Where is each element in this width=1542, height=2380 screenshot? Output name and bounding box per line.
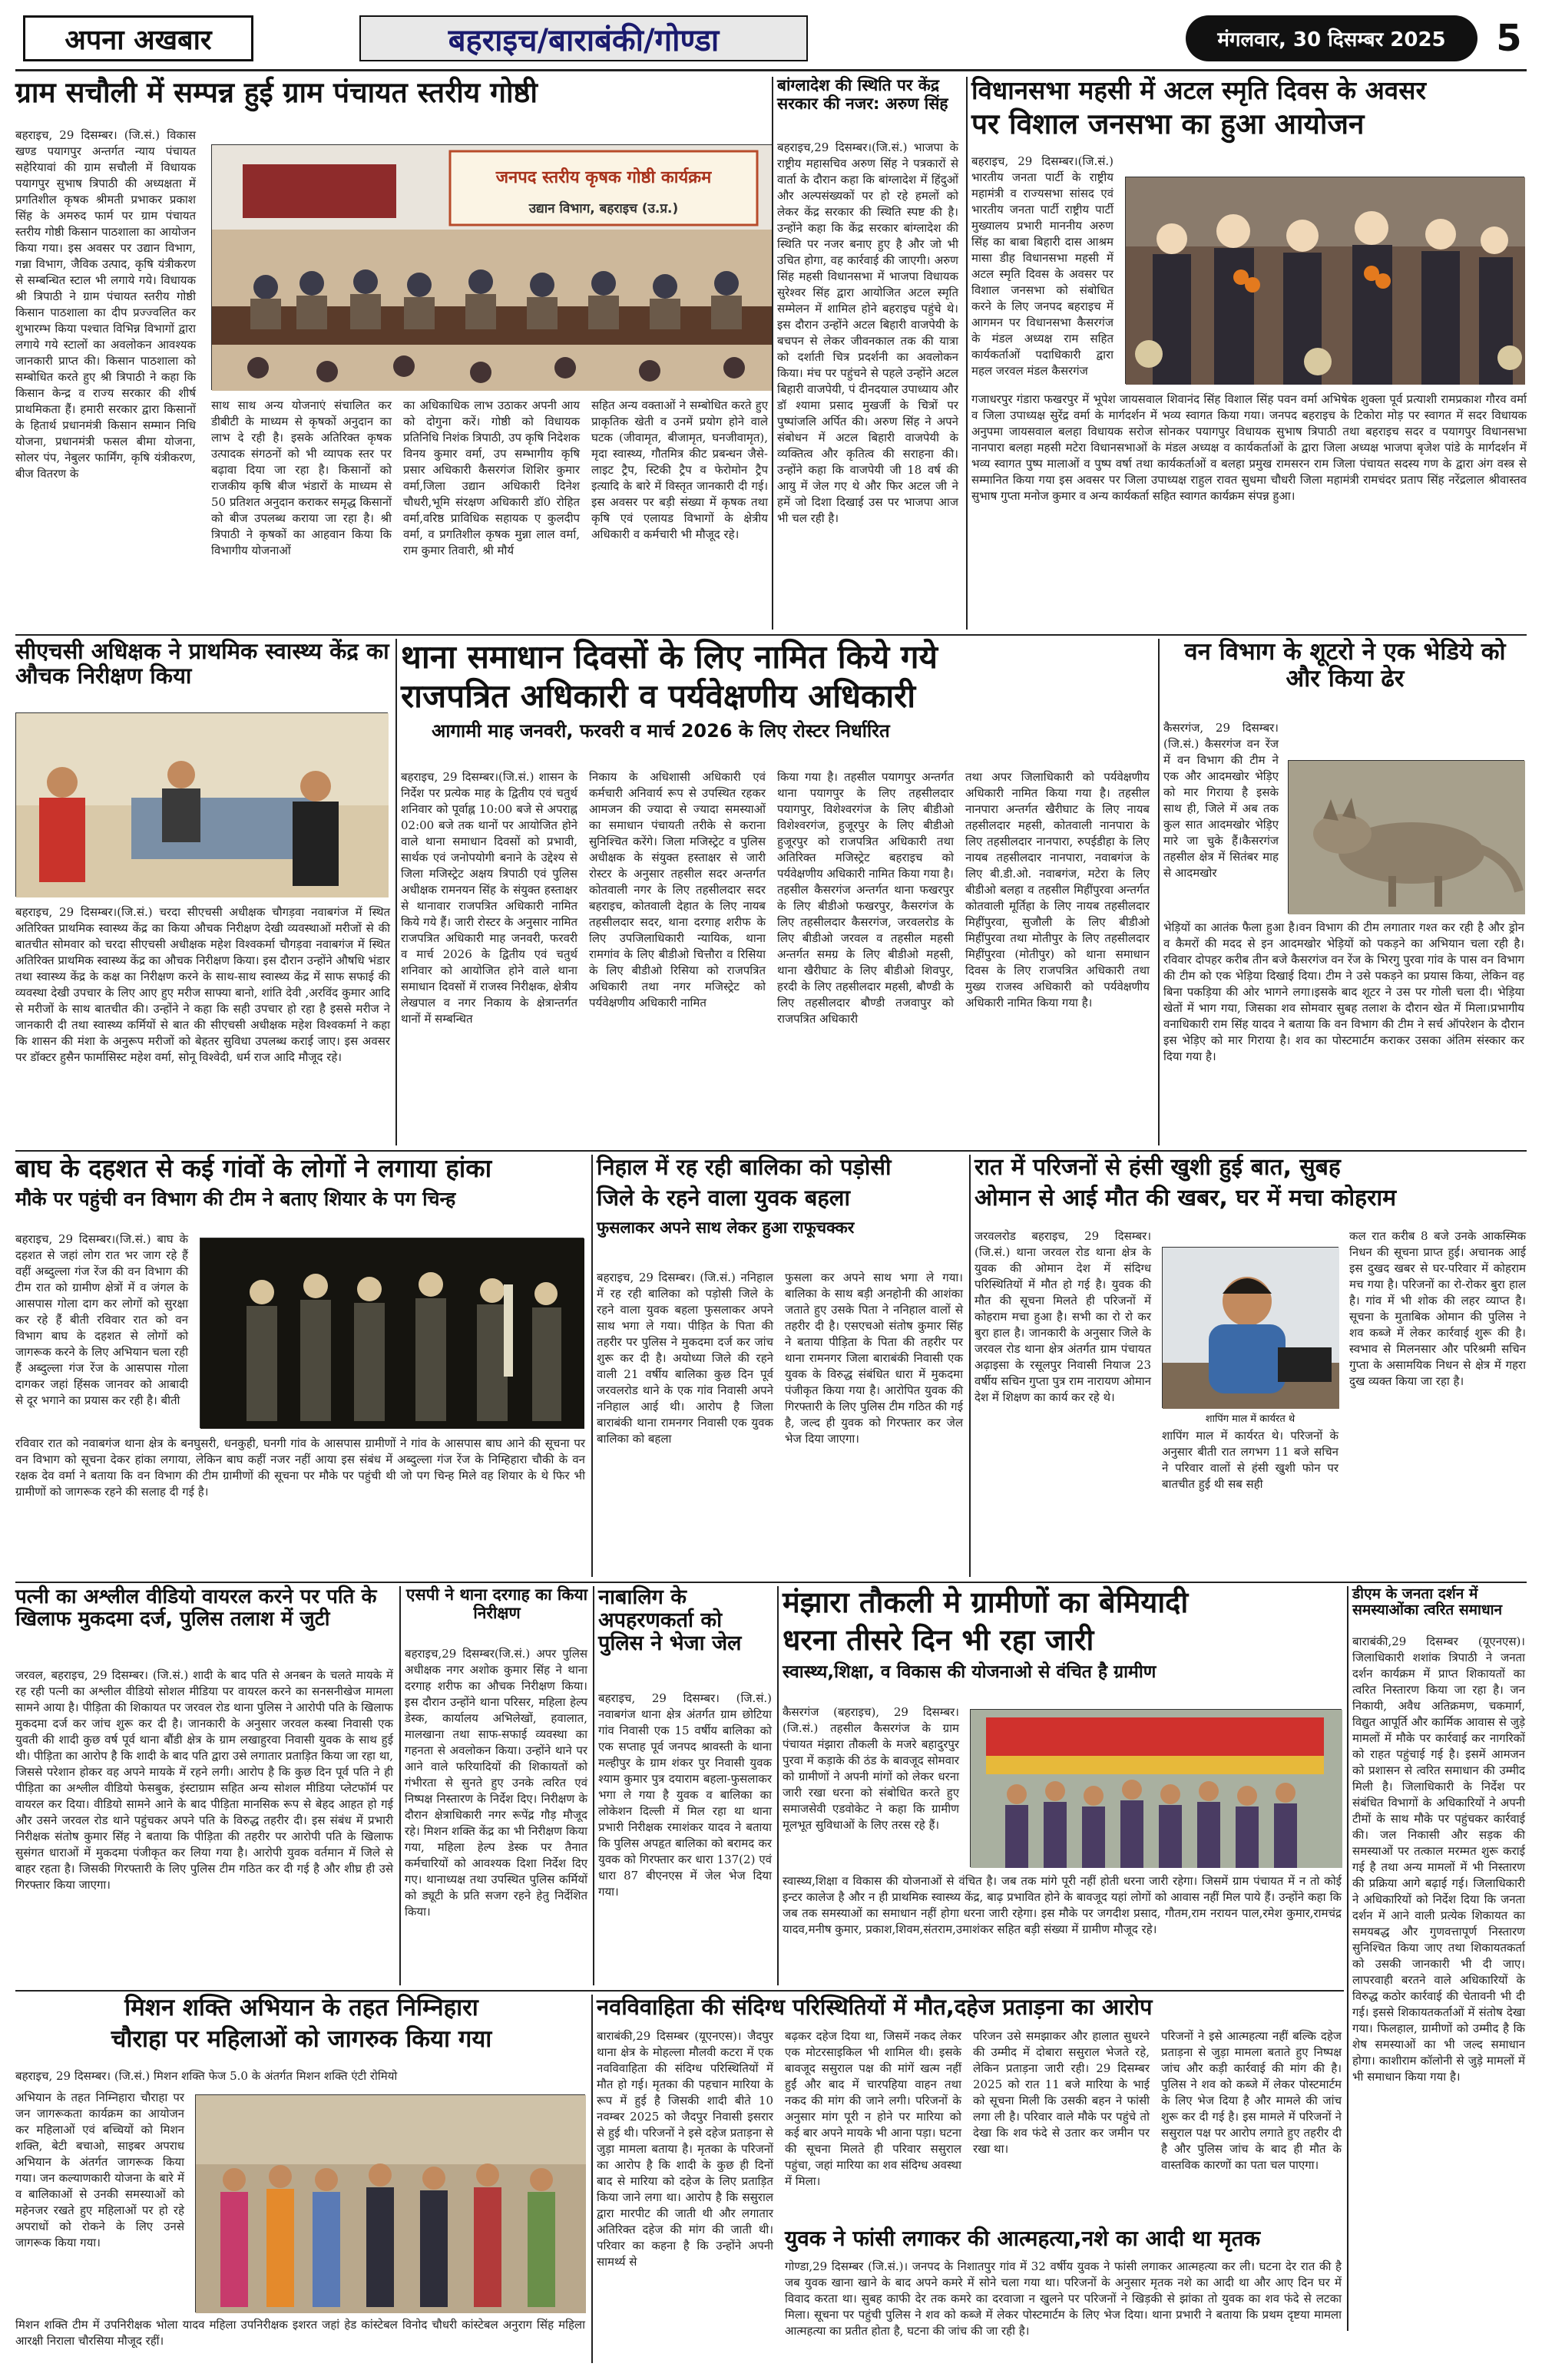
article-bangladesh [777,77,961,630]
subheadline: आगामी माह जनवरी, फरवरी व मार्च 2026 के लिए रोस्टर निर्धारित [432,720,890,742]
article-tiger-panic [15,1155,587,1577]
headline: पत्नी का अश्लील वीडियो वायरल करने पर पति के खिलाफ मुकदमा दर्ज, पुलिस तलाश में जुटी [15,1585,377,1631]
victim-photo-svg [1163,1248,1339,1409]
headline-line-1: रात में परिजनों से हंसी खुशी हुई बात, सुबह [975,1154,1341,1181]
body-col-2: मिशन शक्ति टीम में उपनिरीक्षक भोला यादव महिला उपनिरीक्षक इशरत जहां हेड कांस्टेबल विनोद चौधरी कांस्टेबल अनुराग सिंह महिला आरक्षी निराला चौरसिया मौजूद रहीं। [15,2318,585,2348]
divider [15,1990,1344,1992]
wolf-photo-svg [1289,761,1525,914]
headline: एसपी ने थाना दरगाह का किया निरीक्षण [405,1585,588,1622]
article-obscene-video [15,1586,395,1985]
body: बहराइच,29 दिसम्बर।(जि.सं.) भाजपा के राष्ट्रीय महासचिव अरुण सिंह ने पत्रकारों से वार्ता के दौरान कहा कि बांग्लादेश में हिंदुओं और अल्पसंख्यकों पर हो रहे हमलों को लेकर केंद्र सरकार की स्थिति स्पष्ट की है। उन्होंने कहा कि केंद्र सरकार बांग्लादेश की स्थिति पर नजर बनाए हुए है और जो भी उचित होगा, वह कार्रवाई की जाएगी। अरुण सिंह महसी विधानसभा में भाजपा विधायक सुरेश्वर सिंह द्वारा आयोजित अटल स्मृति सम्मेलन में शामिल होने बहराइच पहुंचे थे। इस दौरान उन्होंने अटल बिहारी वाजपेयी के बचपन से लेकर जीवनकाल तक की यात्रा को दर्शाती चित्र प्रदर्शनी का अवलोकन किया। मंच पर पहुंचने से पहले उन्होंने अटल बिहारी वाजपेयी, पं दीनदयाल उपाध्याय और डॉ श्यामा प्रसाद मुखर्जी के चित्रों पर पुष्पांजलि अर्पित की। अरुण सिंह ने अपने संबोधन में अटल बिहारी वाजपेयी के व्यक्तित्व और कृतित्व की सराहना की। उन्होंने कहा कि वाजपेयी जी 18 वर्ष की आयु में जेल गए थे और फिर अटल जी ने हमें जो दिशा दिखाई उस पर भाजपा आज भी चल रही है। [777,140,958,525]
body-col-1: बहराइच, 29 दिसम्बर।(जि.सं.) शासन के निर्देश पर प्रत्येक माह के द्वितीय एवं चतुर्थ शनिवार को पूर्वाह्न 10:00 बजे से अपराह्न 02:00 बजे तक थानों पर आयोजित होने वाले थाना समाधान दिवसों को प्रभावी, सार्थक एवं जनोपयोगी बनाने के उद्देश्य से जिला मजिस्ट्रेट अक्षय त्रिपाठी एवं पुलिस अधीक्षक रामनयन सिंह के संयुक्त हस्ताक्षर से थानावार राजपत्रित अधिकारी नामित किये गये हैं। जारी रोस्टर के अनुसार नामित राजपत्रित अधिकारी माह जनवरी, फरवरी व मार्च 2026 के द्वितीय एवं चतुर्थ शनिवार को आयोजित होने वाले थाना समाधान दिवसों में राजस्व निरीक्षक, क्षेत्रीय लेखपाल व नगर निकाय के क्षेत्रान्तर्गत थानों में सम्बन्धित [401,770,577,1026]
body-col-3: परिजन उसे समझाकर और हालात सुधरने की उम्मीद में दोबारा ससुराल भेजते रहे, लेकिन प्रताड़ना जारी रही। 29 दिसम्बर 2025 को रात 11 बजे मारिया के भाई को सूचना मिली कि उसकी बहन ने फांसी लगा ली है। परिवार वाले मौके पर पहुंचे तो देखा कि शव फंदे से उतार कर जमीन पर रखा था। [973,2029,1150,2156]
masthead-rule [15,69,1527,71]
brand-box [23,15,253,61]
headline-line-2: चौराहा पर महिलाओं को जागरुक किया गया [111,2025,492,2053]
headline-line-1: विधानसभा महसी में अटल स्मृति दिवस के अवसर [971,75,1426,105]
article-oman-death [975,1155,1527,1577]
photo-dharna [970,1709,1342,1867]
article-gram-sachauli [15,77,768,630]
headline: बांग्लादेश की स्थिति पर केंद्र सरकार की नजर: अरुण सिंह [777,76,948,113]
page-number: 5 [1496,17,1522,60]
body-col-1: बहराइच, 29 दिसम्बर।(जि.सं.) बाघ के दहशत से जहां लोग रात भर जाग रहे हैं वहीं अब्दुल्ला गंज रेंज की वन विभाग की टीम रात को ग्रामीण क्षेत्रों में व जंगल के आसपास गोला दाग कर लोगों को सुरक्षा कर रहे हैं बीती रविवार रात को वन विभाग बाघ के दहशत से लोगों को जागरूक करने के लिए अभियान चला रही हैं अब्दुल्ला गंज रेंज के आसपास गोला दागकर जहां हिंसक जानवर को आबादी से दूर भगाने का प्रयास कर रही है। बीती [15,1232,188,1407]
article-mission-shakti [15,1995,587,2363]
headline-line-2: धरना तीसरे दिन भी रहा जारी [783,1622,1094,1657]
banner-title: जनपद स्तरीय कृषक गोष्ठी कार्यक्रम [495,168,712,187]
photo-women-awareness [195,2094,585,2312]
divider [1347,1586,1348,2331]
headline: युवक ने फांसी लगाकर की आत्महत्या,नशे का आदी था मृतक [785,2226,1261,2251]
body-col-3: का अधिकाधिक लाभ उठाकर अपनी आय को दोगुना करें। गोष्ठी को विधायक प्रतिनिधि निशंक त्रिपाठी, उप कृषि निदेशक विनय कुमार वर्मा, उप सम्भागीय कृषि प्रसार अधिकारी कैसरगंज शिशिर कुमार वर्मा,जिला उद्यान अधिकारी दिनेश चौधरी,भूमि संरक्षण अधिकारी डॉ0 रोहित वर्मा,वरिष्ठ प्राविधिक सहायक ए कुलदीप वर्मा, व प्रगतिशील कृषक मुन्ना लाल वर्मा, राम कुमार तिवारी, श्री मौर्य [403,398,580,557]
subheadline: फुसलाकर अपने साथ लेकर हुआ राफूचक्कर [597,1218,855,1237]
headline: नाबालिग के अपहरणकर्ता को पुलिस ने भेजा जेल [598,1585,742,1656]
rally-photo-svg [1126,177,1525,385]
date-box [1186,15,1477,61]
divider [969,1155,971,1577]
article-kidnapper-jailed [598,1586,773,1985]
body-col-4: तथा अपर जिलाधिकारी को पर्यवेक्षणीय अधिकारी नामित किया गया है। तहसील नानपारा अन्तर्गत खैरीघाट के लिए नायब तहसीलदार महसी, कोतवाली नानपारा के लिए तहसीलदार नानपारा, रुपईडीहा के लिए नायब तहसीलदार नानपारा, नवाबगंज के लिए बी.डी.ओ. नवाबगंज, मटेरा के लिए बीडीओ बलहा व तहसील मिहींपुरवा अन्तर्गत कोतवाली मूर्तिहा के लिए नायब तहसीलदार मिहींपुरवा, सुजौली के लिए बीडीओ मिहींपुरवा तथा मोतीपुर के लिए तहसीलदार मिहींपुरवा (मोतीपुर) को थाना समाधान दिवस के लिए राजपत्रित अधिकारी तथा मुख्य राजस्व अधिकारी को पर्यवेक्षणीय अधिकारी नामित किया गया है। [965,770,1150,1010]
body: बाराबंकी,29 दिसम्बर (यूएनएस)। जिलाधिकारी शशांक त्रिपाठी ने जनता दर्शन कार्यक्रम में प्राप्त शिकायतों का त्वरित निस्तारण किया जा रहा है। जन निकायी, अवैध अतिक्रमण, चकमार्ग, विद्युत आपूर्ति और कार्मिक आवास से जुड़े मामलों में मौके पर कार्रवाई कर नागरिकों को राहत पहुंचाई गई है। इसमें आमजन को प्रशासन से त्वरित समाधान की उम्मीद मिली है। जिलाधिकारी के निर्देश पर संबंधित विभागों के अधिकारियों ने अपनी टीमों के साथ मौके पर पहुंचकर कार्रवाई की। जल निकासी और सड़क की समस्याओं पर तत्काल मरम्मत शुरू कराई गई है तथा अन्य मामलों में भी निस्तारण की प्रक्रिया आगे बढ़ाई गई। जिलाधिकारी ने अधिकारियों को निर्देश दिया कि जनता दर्शन में आने वाली प्रत्येक शिकायत का समयबद्ध और गुणवत्तापूर्ण निस्तारण सुनिश्चित किया जाए तथा शिकायतकर्ता को उसकी जानकारी भी दी जाए। लापरवाही बरतने वाले अधिकारियों के विरुद्ध कठोर कार्रवाई की चेतावनी भी दी गई। इससे शिकायतकर्ताओं में संतोष देखा गया। फिलहाल, ग्रामीणों को उम्मीद है कि शेष समस्याओं का भी जल्द समाधान होगा। काशीराम कॉलोनी से जुड़े मामलों में भी समाधान किया गया है। [1352,1635,1525,2084]
photo-chc-office [15,712,388,897]
divider [1158,639,1160,1145]
body: जरवल, बहराइच, 29 दिसम्बर। (जि.सं.) शादी के बाद पति से अनबन के चलते मायके में रह रही पत्नी का अश्लील वीडियो सोशल मीडिया पर वायरल करने का सनसनीखेज मामला सामने आया है। पीड़िता की शिकायत पर जरवल रोड थाना पुलिस ने आरोपी पति के खिलाफ मुकदमा दर्ज कर जांच शुरू कर दी है। जानकारी के अनुसार जरवल कस्बा निवासी एक युवती की शादी कुछ वर्ष पूर्व थाना बौंडी क्षेत्र के ग्राम लखाहुरवा निवासी युवक के साथ हुई थी। पीड़िता का आरोप है कि शादी के बाद पति द्वारा उसे लगातार प्रताड़ित किया जा रहा था, जिससे परेशान होकर वह अपने मायके में रहने लगी। आरोप है कि कुछ दिन पूर्व पति ने ही पीड़िता का अश्लील वीडियो फेसबुक, इंस्टाग्राम सहित अन्य सोशल मीडिया प्लेटफॉर्म पर वायरल कर दिया। वीडियो सामने आने के बाद पीड़िता मानसिक रूप से बेहद आहत हो गई और उसने जरवल रोड थाने पहुंचकर अपने पति के विरुद्ध तहरीर दी। इस संबंध में प्रभारी निरीक्षक संतोष कुमार सिंह ने बताया कि पीड़िता की तहरीर पर आरोपी पति के खिलाफ सुसंगत धाराओं में मुकदमा पंजीकृत कर लिया गया है। आरोपी युवक वर्तमान में जिले से बाहर रहता है। जिसकी गिरफ्तारी के लिए पुलिस टीम गठित कर दी गई है और शीघ्र ही उसे गिरफ्तार किया जाएगा। [15,1668,393,1892]
divider [777,1586,779,1985]
photo-farmers-meeting [211,144,772,390]
article-chc-inspection [15,639,392,1145]
headline-line-1: थाना समाधान दिवसों के लिए नामित किये गये [401,638,938,676]
article-dm-janta-darshan [1352,1586,1527,2331]
headline-line-1: मिशन शक्ति अभियान के तहत निम्निहारा [124,1994,478,2021]
body-col-4: परिजनों ने इसे आत्महत्या नहीं बल्कि दहेज प्रताड़ना से जुड़ा मामला बताते हुए निष्पक्ष जांच और कड़ी कार्रवाई की मांग की है। पुलिस ने शव को कब्जे में लेकर पोस्टमार्टम के लिए भेज दिया है और मामले की जांच शुरू कर दी गई है। इस मामले में परिजनों ने ससुराल पक्ष पर आरोप लगाते हुए तहरीर दी है और पुलिस जांच के बाद ही मौत के वास्तविक कारणों का पता चल पाएगा। [1161,2029,1342,2172]
headline: डीएम के जनता दर्शन में समस्याओंका त्वरित समाधान [1352,1585,1503,1619]
body: स्वास्थ्य,शिक्षा व विकास की योजनाओं से वंचित है। जब तक मांगे पूरी नहीं होती धरना जारी रहेगा। जिसमें ग्राम पंचायत में न तो कोई इन्टर कालेज है और न ही प्राथमिक स्वास्थ्य केंद्र, बाढ़ प्रभावित होने के बावजूद यहां लोगों को आवास नहीं मिल पाये हैं। उन्होंने कहा कि जब तक समस्याओं का समाधान नहीं होगा धरना जारी रहेगा। इस मौके पर जगदीश प्रसाद, गौतम,राम नरायन पाल,रमेश कुमार,रामचंद्र यादव,मनीष कुमार, प्रकाश,शिवम,संतराम,उमाशंकर सहित बड़ी संख्या में ग्रामीण मौजूद रहे। [783,1874,1342,1936]
divider [15,634,1527,636]
headline-line-2: पर विशाल जनसभा का हुआ आयोजन [971,107,1365,140]
photo-rally-welcome [1125,177,1524,384]
body-col-2: साथ साथ अन्य योजनाएं संचालित कर डीबीटी के माध्यम से कृषकों अनुदान का लाभ दे रही है। इसके अतिरिक्त कृषक उत्पादक संगठनों को भी व्यापक स्तर पर बढ़ावा दिया जा रहा है। किसानों को राजकीय कृषि बीज भंडारों के माध्यम से 50 प्रतिशत अनुदान कराकर समृद्ध किसानों को बीज उपलब्ध कराया जा रहा है। श्री त्रिपाठी ने कृषकों का आहवान किया कि विभागीय योजनाओं [211,398,392,557]
body: बहराइच,29 दिसम्बर(जि.सं.) अपर पुलिस अधीक्षक नगर अशोक कुमार सिंह ने थाना दरगाह शरीफ का औचक निरीक्षण किया। इस दौरान उन्होंने थाना परिसर, महिला हेल्प डेस्क, कार्यालय अभिलेखों, हवालात, मालखाना तथा साफ-सफाई व्यवस्था का गहनता से अवलोकन किया। उन्होंने थाने पर आने वाले फरियादियों की शिकायतों को गंभीरता से सुनते हुए उनके त्वरित एवं निष्पक्ष निस्तारण के निर्देश दिए। निरीक्षण के दौरान क्षेत्राधिकारी नगर रूपेंद्र गौड़ मौजूद रहे। मिशन शक्ति केंद्र का भी निरीक्षण किया गया, महिला हेल्प डेस्क पर तैनात कर्मचारियों को आवश्यक दिशा निर्देश दिए गए। थानाध्यक्ष तथा उपस्थित पुलिस कर्मियों को ड्यूटी के प्रति सजग रहने हेतु निर्देशित किया। [405,1647,587,1919]
issue-date: मंगलवार, 30 दिसम्बर 2025 [1217,28,1446,51]
headline-line-2: ओमान से आई मौत की खबर, घर में मचा कोहराम [975,1184,1397,1211]
lead: बहराइच, 29 दिसम्बर। (जि.सं.) मिशन शक्ति फेज 5.0 के अंतर्गत मिशन शक्ति एंटी रोमियो [15,2069,398,2083]
divider [15,1150,1527,1152]
divider [399,1586,401,1985]
headline: बाघ के दहशत से कई गांवों के लोगों ने लगाया हांका [15,1153,492,1183]
article-wolf-shot [1163,639,1527,1145]
headline: वन विभाग के शूटरो ने एक भेडिये को और किया ढेर [1184,638,1506,693]
article-girl-abducted [597,1155,965,1577]
headline-line-2: जिले के रहने वाला युवक बहला [597,1185,850,1211]
body-col-1: बहराइच, 29 दिसम्बर। (जि.सं.) ननिहाल में रह रही बालिका को पड़ोसी जिले के रहने वाला युवक बहला फुसलाकर अपने साथ भगा ले गया। पीड़ित के पिता की तहरीर पर पुलिस ने मुकदमा दर्ज कर जांच शुरू कर दी है। अयोध्या जिले की रहने वाली 21 वर्षीय बालिका कुछ दिन पूर्व जरवलरोड थाने के एक गांव निवासी अपने ननिहाल आई थी। आरोप है जिला बाराबंकी थाना रामनगर निवासी एक युवक बालिका को बहला [597,1271,773,1446]
divider [395,639,397,1145]
body-col-3: किया गया है। तहसील पयागपुर अन्तर्गत थाना पयागपुर के लिए तहसीलदार पयागपुर, विशेश्वरगंज के लिए बीडीओ विशेश्वरगंज, हुजूरपुर के लिए बीडीओ हुजूरपुर को राजपत्रित अधिकारी तथा अतिरिक्त मजिस्ट्रेट बहराइच को पर्यवेक्षणीय अधिकारी नामित किया गया है। तहसील कैसरगंज अन्तर्गत थाना फखरपुर के लिए बीडीओ फखरपुर, कैसरगंज के लिए तहसीलदार कैसरगंज, जरवलरोड के लिए बीडीओ जरवल व तहसील महसी अन्तर्गत समग्र के लिए बीडीओ महसी, थाना खैरीघाट के लिए बीडीओ शिवपुर, हरदी के लिए तहसीलदार महसी, बौण्डी के लिए तहसीलदार बौण्डी तजवापुर को राजपत्रित अधिकारी [777,770,954,1026]
article-sp-inspection [405,1586,589,1985]
article-thana-samadhan [401,639,1153,1145]
body-col-1: बहराइच, 29 दिसम्बर।(जि.सं.) भारतीय जनता पार्टी के राष्ट्रीय महामंत्री व राज्यसभा सांसद एवं भारतीय जनता पार्टी राष्ट्रीय पार्टी मुख्यालय प्रभारी माननीय अरुण सिंह का बाबा बिहारी दास आश्रम मासा डीह विधानसभा महसी में अटल स्मृति दिवस के अवसर पर विशाल जनसभा को संबोधित करने के लिए जनपद बहराइच में आगमन पर विधानसभा कैसरगंज के मंडल अध्यक्ष राम सहित कार्यकर्ताओं पदाधिकारी द्वारा महल जरवल मंडल कैसरगंज [971,154,1113,378]
body: बहराइच, 29 दिसम्बर। (जि.सं.) नवाबगंज थाना क्षेत्र अंतर्गत ग्राम छोटिया गांव निवासी एक 15 वर्षीय बालिका को एक सप्ताह पूर्व जनपद श्रावस्ती के थाना मल्हीपुर के ग्राम शंकर पुर निवासी युवक श्याम कुमार पुत्र दयाराम बहला-फुसलाकर भगा ले गया है युवक व बालिका का लोकेशन दिल्ली में मिल रहा था थाना प्रभारी निरीक्षक रमाशंकर यादव ने बताया कि पुलिस अपहृत बालिका को बरामद कर युवक को गिरफ्तार कर धारा 137(2) एवं धारा 87 बीएनएस में जेल भेज दिया गया। [598,1691,772,1899]
headline-line-1: मंझारा तौकली मे ग्रामीणों का बेमियादी [783,1585,1189,1619]
headline: नवविवाहिता की संदिग्ध परिस्थितियों में मौत,दहेज प्रताड़ना का आरोप [597,1994,1153,2020]
headline-line-1: निहाल में रह रही बालिका को पड़ोसी [597,1154,892,1180]
women-photo-svg [196,2095,586,2313]
body: गोण्डा,29 दिसम्बर (जि.सं.)। जनपद के निशातपुर गांव में 32 वर्षीय युवक ने फांसी लगाकर आत्महत्या कर ली। घटना देर रात की है जब युवक खाना खाने के बाद अपने कमरे में सोने चला गया था। परिजनों के अनुसार मृतक नशे का आदी था और आए दिन घर में विवाद करता था। सुबह काफी देर तक कमरे का दरवाजा न खुलने पर परिजनों ने खिड़की से झांका तो युवक का शव फंदे से लटका मिला। सूचना पर पहुंची पुलिस ने शव को कब्जे में लेकर पोस्टमार्टम के लिए भेज दिया। थाना प्रभारी ने बताया कि प्रथम दृष्टया मामला आत्महत्या का प्रतीत होता है, घटना की जांच की जा रही है। [785,2259,1342,2338]
headline: ग्राम सचौली में सम्पन्न हुई ग्राम पंचायत स्तरीय गोष्ठी [15,76,538,109]
dharna-photo-svg [971,1710,1342,1868]
photo-dead-wolf [1288,760,1524,914]
divider [772,77,773,630]
body-col-1: कैसरगंज, 29 दिसम्बर।(जि.सं.) कैसरगंज वन रेंज में वन विभाग की टीम ने एक और आदमखोर भेड़िए को मार गिराया है इसके साथ ही, जिले में अब तक कुल सात आदमखोर भेड़िए मारे जा चुके हैं।कैसरगंज तहसील क्षेत्र में सितंबर माह से आदमखोर [1163,721,1279,880]
body-col-1: बाराबंकी,29 दिसम्बर (यूएनएस)। जैदपुर थाना क्षेत्र के मोहल्ला मौलवी कटरा में एक नवविवाहिता की संदिग्ध परिस्थितियों में मौत हो गई। मृतका की पहचान मारिया के रूप में हुई है जिसकी शादी बीते 10 नवम्बर 2025 को जैदपुर निवासी इसरार से हुई थी। परिजनों ने इसे दहेज प्रताड़ना से जुड़ा मामला बताया है। मृतका के परिजनों का आरोप है कि शादी के कुछ ही दिनों बाद से मारिया को दहेज के लिए प्रताड़ित किया जाने लगा था। आरोप है कि ससुराल द्वारा मारपीट की जाती थी और लगातार अतिरिक्त दहेज की मांग की जाती थी। परिवार का कहना है कि उन्होंने अपनी सामर्थ्य से [597,2029,773,2269]
subheadline: स्वास्थ्य,शिक्षा, व विकास की योजनाओ से वंचित है ग्रामीण [783,1662,1156,1683]
body-col-2: गजाधरपुर गंडारा फखरपुर में भूपेश जायसवाल शिवानंद सिंह विशाल सिंह पवन वर्मा अभिषेक शुक्ला पूर्व प्रत्याशी रामप्रकाश गौरव वर्मा व जिला उपाध्यक्ष सुरेंद्र वर्मा के मार्गदर्शन में भव्य स्वागत किया गया। जनपद बहराइच के टिकोरा मोड़ पर स्वागत में सदर विधायक अनुपमा जायसवाल बलहा विधायक सरोज सोनकर पयागपुर विधायक सुभाष त्रिपाठी तथा बहराइच सदर व पयागपुर विधानसभा नानपारा बलहा महसी मटेरा विधानसभाओं के मंडल अध्यक्ष व कार्यकर्ताओं के द्वारा जिला अध्यक्ष भाजपा बृजेश पांडे के मार्गदर्शन में भव्य स्वागत पुष्प मालाओं व पुष्प वर्षा तथा कार्यकर्ताओं व बलहा प्रमुख रामसरन राम जिला पंचायत सदस्य गण के द्वारा अंग वस्त्र से सम्मानित किया गया इस अवसर पर जिला उपाध्यक्ष राहुल रावत सुधमा चौधरी जिला महामंत्री रामचंदर प्रताप सिंह नरेंद्रलाल श्रीवास्तव सुभाष गुप्ता मनोज कुमार व अन्य कार्यकर्ता सहित स्वागत कार्यक्रम संपन्न हुआ। [971,392,1527,503]
article-atal-smriti [971,77,1527,630]
body-col-2: बढ़कर दहेज दिया था, जिसमें नकद लेकर एक मोटरसाइकिल भी शामिल थी। इसके बावजूद ससुराल पक्ष की मांगें खत्म नहीं हुईं और बाद में चारपहिया वाहन तथा नकद की मांग की जाने लगी। परिजनों के अनुसार मांग पूरी न होने पर मारिया को कई बार अपने मायके भी आना पड़ा। घटना की सूचना मिलते ही परिवार ससुराल पहुंचा, जहां मारिया का शव संदिग्ध अवस्था में मिला। [785,2029,961,2188]
photo-caption: शापिंग माल में कार्यरत थे [1205,1413,1295,1425]
body-col-2: रविवार रात को नवाबगंज थाना क्षेत्र के बनघुसरी, धनकुही, घनगी गांव के आसपास ग्रामीणों ने गांव के आसपास बाघ आने की सूचना पर वन विभाग को सूचना देकर हांका लगाया, लेकिन बाघ कहीं नजर नहीं आया इस संबंध में अब्दुल्ला गंज रेंज के निम्हिहारा चौकी के वन रक्षक देव वर्मा ने बताया कि वन विभाग की टीम ग्रामीणों की सूचना पर मौके पर पहुंची थी जो पग चिन्ह मिले वह शियार के थे फिर भी ग्रामीणों को जागरूक रहने की सलाह दी गई है। [15,1436,585,1499]
body-col-2: कल रात करीब 8 बजे उनके आकस्मिक निधन की सूचना प्राप्त हुई। अचानक आई इस दुखद खबर से घर-परिवार में कोहराम मच गया है। परिजनों का रो-रोकर बुरा हाल है। गांव में भी शोक की लहर व्याप्त है। सूचना के मुताबिक ओमान की पुलिस ने शव कब्जे में लेकर कार्रवाई शुरू की है। स्वभाव से मिलनसार और परिश्रमी सचिन गुप्ता के असामयिक निधन से क्षेत्र में गहरा दुख व्यक्त किया जा रहा है। [1349,1229,1526,1388]
region-name: बहराइच/बाराबंकी/गोण्डा [448,22,720,58]
body-col-2: फुसला कर अपने साथ भगा ले गया। बालिका के साथ बड़ी अनहोनी की आशंका जताते हुए उसके पिता ने ननिहाल वालों से तहरीर दी है। एसएचओ संतोष कुमार सिंह ने बताया पीड़िता के पिता की तहरीर पर थाना रामनगर जिला बाराबंकी निवासी एक युवक के विरुद्ध संबंधित धारा में मुकदमा पंजीकृत किया गया है। आरोपित युवक की गिरफ्तारी के लिए पुलिस टीम गठित की गई है, जल्द ही युवक को गिरफ्तार कर जेल भेज दिया जाएगा। [785,1271,963,1446]
divider [591,1155,593,1577]
article-youth-suicide [785,2226,1343,2363]
body-col-4: सहित अन्य वक्ताओं ने सम्बोधित करते हुए प्राकृतिक खेती व उनमें प्रयोग होने वाले घटक (जीवामृत, बीजामृत, घनजीवामृत), मृदा स्वास्थ्य, गौतमित्र कीट प्रबन्धन जैसे-लाइट ट्रैप, स्टिकी ट्रैप व फेरोमोन ट्रैप इत्यादि के बारे में विस्तृत जानकारी दी गई। इस अवसर पर बड़ी संख्या में कृषक तथा कृषि एवं एलायड विभागों के क्षेत्रीय अधिकारी व कर्मचारी भी मौजूद रहे। [591,398,768,541]
chc-photo-svg [16,713,389,897]
headline: सीएचसी अधिक्षक ने प्राथमिक स्वास्थ्य केंद्र का औचक निरीक्षण किया [15,638,389,689]
photo-night-patrol [200,1238,584,1428]
divider [966,77,968,630]
divider [593,1586,594,1985]
body-col-1: बहराइच, 29 दिसम्बर। (जि.सं.) विकास खण्ड पयागपुर अन्तर्गत न्याय पंचायत सहेरियावां की ग्राम सचौली में विधायक पयागपुर सुभाष त्रिपाठी की अध्यक्षता में प्रगतिशील कृषक श्रीमती प्रभाकर प्रकाश सिंह के अमरुद फार्म पर ग्राम पंचायत स्तरीय गोष्ठी किसान पाठशाला का आयोजन किया गया। इस अवसर पर उद्यान विभाग, गन्ना विभाग, जैविक उत्पाद, कृषि यंत्रीकरण से सम्बन्धित स्टाल भी लगाये गये। विधायक श्री त्रिपाठी ने ग्राम पंचायत स्तरीय गोष्ठी किसान पाठशाला का दीप प्रज्ज्वलित कर शुभारम्भ किया पश्चात विभिन्न विभागों द्वारा लगाये गये स्टालों का अवलोकन आवश्यक जानकारी प्राप्त की। किसान पाठशाला को सम्बोधित करते हुए श्री त्रिपाठी ने कहा कि किसान केन्द्र व राज्य सरकार की शीर्ष प्राथमिकता हैं। हमारी सरकार द्वारा किसानों के हितार्थ प्रधानमंत्री किसान सम्मान निधि योजना, प्रधानमंत्री फसल बीमा योजना, सोलर पंप, नेबुलर फार्मिंग, कृषि यंत्रीकरण, बीज वितरण के [15,128,196,481]
brand-name: अपना अखबार [65,23,212,56]
banner-department: उद्यान विभाग, बहराइच (उ.प्र.) [528,201,679,217]
patrol-photo-svg [200,1238,584,1429]
headline-line-2: राजपत्रित अधिकारी व पर्यवेक्षणीय अधिकारी [401,677,916,716]
body-col-1: अभियान के तहत निम्निहारा चौराहा पर जन जागरूकता कार्यक्रम का आयोजन कर महिलाओं एवं बच्चियों को मिशन शक्ति, बेटी बचाओ, साइबर अपराध अभियान के अंतर्गत जागरूक किया गया। जन कल्याणकारी योजना के बारे में व बालिकाओं से उनकी समस्याओं को महेनजर रखते हुए महिलाओं पर हो रहे अपराधों को रोकने के लिए उनसे जागरूक किया गया। [15,2091,184,2249]
region-box [359,15,808,61]
lead: कैसरगंज (बहराइच), 29 दिसम्बर।(जि.सं.) तहसील कैसरगंज के ग्राम पंचायत मंझारा तौकली के मजरे बहादुरपुर पुरवा में कड़ाके की ठंड के बावजूद सोमवार को ग्रामीणों ने अपनी मांगों को लेकर धरना जारी रखा धरना को संबोधित करते हुए समाजसेवी एडवोकेट ने कहा कि ग्रामीण मूलभूत सुविधाओं के लिए तरस रहे हैं। [783,1705,959,1832]
body-col-1: जरवलरोड बहराइच, 29 दिसम्बर। (जि.सं.) थाना जरवल रोड थाना क्षेत्र के युवक की ओमान देश में संदिग्ध परिस्थितियों में मौत हो गई है। युवक की मौत की सूचना मिलते ही परिजनों में कोहराम मचा हुआ है। सभी का रो रो कर बुरा हाल है। जानकारी के अनुसार जिले के जरवल रोड थाना क्षेत्र अंतर्गत ग्राम पंचायत अढ़ाइसा के रसूलपुर निवासी नियाज 23 वर्षीय सचिन गुप्ता पुत्र राम नारायण ओमान देश में शिक्षण का कार्य कर रहे थे। [975,1229,1151,1404]
body-col-3: शापिंग माल में कार्यरत थे। परिजनों के अनुसार बीती रात लगभग 11 बजे सचिन ने परिवार वालों से हंसी खुशी फोन पर बातचीत हुई थी सब सही [1162,1429,1338,1491]
body: बहराइच, 29 दिसम्बर।(जि.सं.) चरदा सीएचसी अधीक्षक चौगड़वा नवाबगंज में स्थित अतिरिक्त प्राथमिक स्वास्थ्य केंद्र का किया औचक निरीक्षण देखी व्यवस्थाओं मरीजों से की बातचीत सोमवार को चरदा सीएचसी अधीक्षक महेश विश्वकर्मा चौगड़वा नवाबगंज में स्थित अतिरिक्त प्राथमिक स्वास्थ्य केंद्र का औचक निरीक्षण किया। इस दौरान उन्होंने औषधि भंडार तथा स्वास्थ्य केंद्र के कक्ष का निरीक्षण करने के साथ-साथ स्वास्थ्य केंद्र में साफ सफाई की व्यवस्था देखी उपचार के लिए आए हुए मरीज साफ्या बानो, शांति देवी ,अरविंद कुमार आदि से मरीजों के साथ बातचीत की। उन्होंने ने कहा कि सही उपचार हो रहा है इससे मरीज ने जानकारी दी तथा स्वास्थ्य कर्मियों से बात की सीएचसी अधीक्षक महेश विश्वकर्मा ने कहा कि शासन की मंशा के अनुरूप मरीजों को बेहतर सुविधा उपलब्ध कराई जाए। इस अवसर पर डॉक्टर हुसैन फार्मासिस्ट महेश वर्मा, सोनू विश्वेदी, धर्म राज आदि मौजूद रहे। [15,905,390,1064]
photo-victim [1162,1247,1338,1408]
article-dharna [783,1586,1343,1985]
body-col-2: निकाय के अधिशासी अधिकारी एवं कर्मचारी अनिवार्य रूप से उपस्थित रहकर आमजन की ज्यादा से ज्यादा समस्याओं का समाधान पंचायती तरीके से कराना सुनिश्चित करेंगे। जिला मजिस्ट्रेट व पुलिस अधीक्षक के संयुक्त हस्ताक्षर से जारी रोस्टर के अनुसार तहसील सदर अन्तर्गत कोतवाली नगर के लिए तहसीलदार सदर बहराइच, कोतवाली देहात के लिए नायब तहसीलदार सदर, थाना दरगाह शरीफ के लिए उपजिलाधिकारी न्यायिक, थाना रामगांव के लिए बीडीओ चित्तौरा व रिसिया के लिए बीडीओ रिसिया को राजपत्रित अधिकारी तथा नगर मजिस्ट्रेट को पर्यवेक्षणीय अधिकारी नामित [589,770,766,1010]
divider [591,1995,593,2363]
divider [15,1582,1527,1583]
body-col-2: भेड़ियों का आतंक फैला हुआ है।वन विभाग की टीम लगातार गश्त कर रही है और ड्रोन व कैमरों की मदद से इन आदमखोर भेड़ियों को पकड़ने का अभियान चला रही है। रविवार दोपहर करीब तीन बजे कैसरगंज वन रेंज के भिरगु पुरवा गांव के पास वन विभाग की टीम को एक भेड़िया दिखाई दिया। टीम ने उसे पकड़ने का प्रयास किया, लेकिन वह बिना पकड़िया की ओर भागने लगा।इसके बाद शूटर ने उस पर गोली चला दी। भेड़िया खेतों में भाग गया, जिसका शव सोमवार सुबह तलाश के दौरान खेत में मिला।प्रभागीय वनाधिकारी राम सिंह यादव ने बताया कि वन विभाग की टीम ने सर्च ऑपरेशन के दौरान इस भेड़िए को मार गिराया है। शव का पोस्टमार्टम कराकर उसका अंतिम संस्कार कर दिया गया है। [1163,921,1524,1063]
subheadline: मौके पर पहुंची वन विभाग की टीम ने बताए शियार के पग चिन्ह [15,1187,456,1210]
